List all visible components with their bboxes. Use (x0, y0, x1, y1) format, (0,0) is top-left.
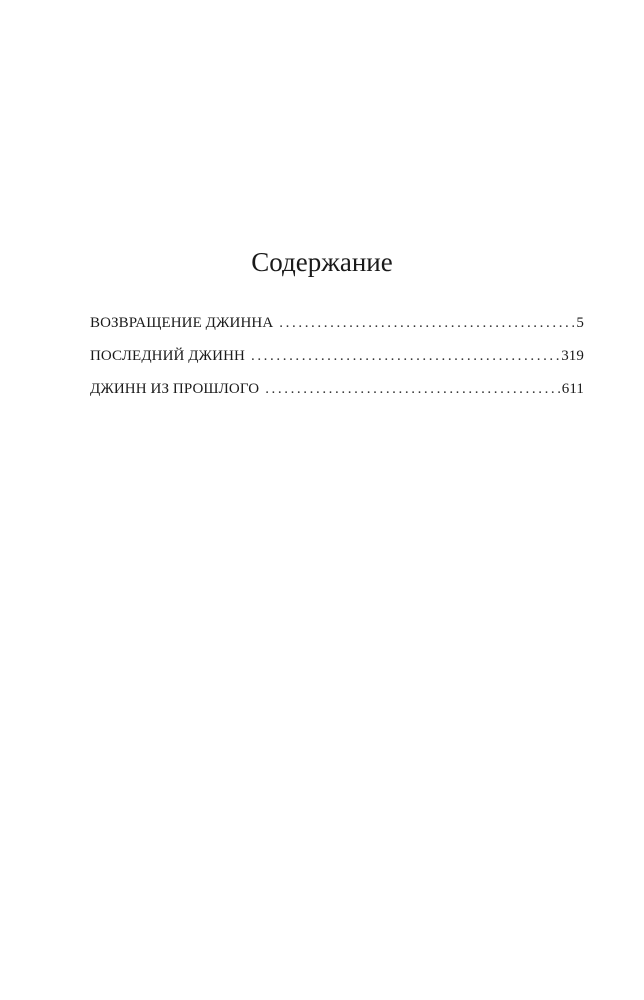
page-title: Содержание (251, 247, 393, 277)
toc-entry-page: 319 (561, 348, 584, 364)
toc-entry-page: 5 (576, 315, 584, 331)
toc-entry-title: ДЖИНН ИЗ ПРОШЛОГО (90, 381, 260, 397)
dot-leader (265, 378, 560, 400)
table-of-contents (90, 312, 584, 411)
toc-entry[interactable] (90, 312, 584, 345)
dot-leader (251, 345, 559, 367)
dot-leader (279, 312, 574, 334)
toc-entry[interactable] (90, 378, 584, 411)
toc-entry[interactable] (90, 345, 584, 378)
toc-entry-page: 611 (561, 381, 584, 397)
toc-entry-title: ВОЗВРАЩЕНИЕ ДЖИННА (90, 315, 274, 331)
toc-entry-title: ПОСЛЕДНИЙ ДЖИНН (90, 348, 245, 364)
